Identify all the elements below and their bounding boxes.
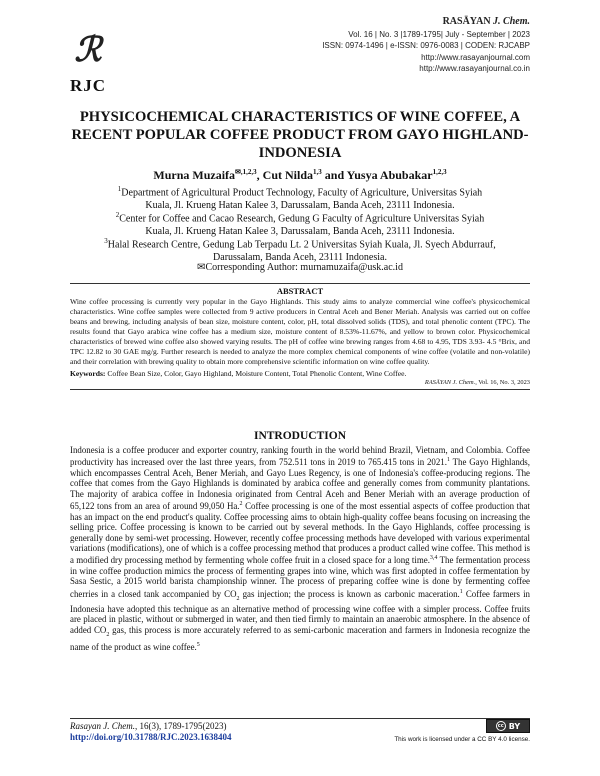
affil-line: Kuala, Jl. Krueng Hatan Kalee 3, Darussalam, Banda Aceh, 23111 Indonesia. [145,199,455,211]
intro-segment: Coffee processing is one of the most essential aspects of coffee production that has an impact on the end product's quality. Coffee processing aims to obtain high-quality coffee beans focusing on increasing the selling price. Coffee processing is known to be carried out by several methods. In the Gayo Highlands, coffee processing is generally done by semi-wet processing. However, recently coffee processing methods have developed with various experimental variations (modifications), one of which is a coffee processing method that produces a product called wine coffee. This method is a modified dry processing method by fermenting whole coffee fruit in a closed space for a long time. [70,501,530,566]
journal-url-1[interactable]: http://www.rasayanjournal.com [421,52,530,62]
author-name: Yusya Abubakar [346,168,433,182]
issn-line: ISSN: 0974-1496 | e-ISSN: 0976-0083 | CODEN: RJCABP [322,41,530,50]
footer-citation-rest: , 16(3), 1789-1795(2023) [135,721,227,731]
volume-line: Vol. 16 | No. 3 |1789-1795| July - September | 2023 [348,29,530,39]
corresponding-email[interactable]: Corresponding Author: murnamuzaifa@usk.ac.id [205,262,403,273]
ref-sup[interactable]: 2 [239,501,243,508]
abstract-heading: ABSTRACT [276,286,324,296]
cc-by-label: BY [508,721,521,731]
author-sep: , [256,168,263,182]
journal-abbr: J. Chem. [493,16,530,27]
doi-link[interactable]: http://doi.org/10.31788/RJC.2023.1638404 [70,732,232,742]
citation-journal: RASĀYAN J. Chem. [424,379,476,386]
keywords [70,369,530,379]
author-sep: and [321,168,347,182]
journal-logo [62,28,114,96]
license-text: This work is licensed under a CC BY 4.0 license. [394,736,530,743]
author-name: Murna Muzaifa [153,168,236,182]
author-name: Cut Nilda [262,168,314,182]
affil-num: 2 [115,211,120,219]
ref-sup[interactable]: 5 [196,642,200,649]
footer-divider [70,718,530,719]
chem-sub: 2 [106,631,110,638]
intro-segment: Coffee farmers in Indonesia have adopted this technique as an alternative method of processing wine coffee with a simpler process. Coffee fruits are placed in plastic, without or submerged in water, and then tied firmly to maintain an anaerobic atmosphere. In the absence of added CO [70,588,530,635]
affil-line: Center for Coffee and Cacao Research, Gedung G Faculty of Agriculture Universitas Syiah [119,213,485,225]
author-affil-sup: ✉,1,2,3 [235,168,257,176]
logo-text: RJC [69,76,107,95]
footer-journal: Rasayan J. Chem. [70,721,135,731]
affil-line: Department of Agricultural Product Technology, Faculty of Agriculture, Universitas Syiah [121,187,483,199]
author-list [70,168,530,183]
affil-line: Kuala, Jl. Krueng Hatan Kalee 3, Darussalam, Banda Aceh, 23111 Indonesia. [145,225,455,237]
creative-commons-icon: cc [496,721,506,731]
author-affil-sup: 1,3 [313,168,322,176]
keywords-list: Coffee Bean Size, Color, Gayo Highland, Moisture Content, Total Phenolic Content, Wine Coffee. [105,369,407,378]
affil-num: 3 [104,237,108,245]
chem-sub: 2 [236,595,240,602]
cc-by-badge[interactable] [486,719,530,733]
footer-citation [70,720,227,732]
intro-segment: Indonesia is a coffee producer and exporter country, ranking fourth in the world behind Brazil, Vietnam, and Colombia. Coffee productivity has increased over the last three years, from 752.511 tons in 2019 to 765.415 tons in 2021. [70,445,530,468]
affiliation-2 [70,209,530,238]
journal-title [270,16,530,28]
abstract-block [70,283,530,390]
introduction-heading: INTRODUCTION [253,430,346,442]
author-affil-sup: 1,2,3 [432,168,447,176]
abstract-text: Wine coffee processing is currently very popular in the Gayo Highlands. This study aims to analyze commercial wine coffee's physicochemical characteristics. Wine coffee samples were collected from 9 active producers in Central Aceh and Bener Meriah. Analysis was carried out on coffee beans and brewing, including analysis of bean size, moisture content, color, pH, total dissolved solids (TDS), and total phenolic content (TPC). The results found that Gayo arabica wine coffee has a medium size, moisture content of 8.53%-11.67%, and yellow to brown color. Physicochemical characteristics of brewed wine coffee also showed varying results. The pH of coffee wine brewing ranges from 4.68 to 4.95, TDS 3.93- 4.5 °Brix, and TPC 12.82 to 30 GAE mg/g. Further research is needed to analyze the more complex chemical components of wine coffee (volatile and non-volatile) and their correlation with brewing quality to obtain more comprehensive scientific information on wine coffee quality. [70,297,530,366]
journal-url-2[interactable]: http://www.rasayanjournal.co.in [419,64,530,73]
affil-line: Halal Research Centre, Gedung Lab Terpadu Lt. 2 Universitas Syiah Kuala, Jl. Syech Abdurrauf, [107,239,496,251]
paper-title: PHYSICOCHEMICAL CHARACTERISTICS OF WINE COFFEE, A RECENT POPULAR COFFEE PRODUCT FROM GAYO HIGHLAND-INDONESIA [71,109,529,161]
ref-sup[interactable]: 1 [459,588,463,595]
intro-segment: The fermentation process in wine coffee production mimics the process of fermenting grapes into wine, which was first adopted in coffee fermentation by Sasa Sestic, a 2015 world barista championship winner. The process of preparing coffee wine is done by fermenting coffee cherries in a closed tank accompanied by CO [70,555,530,599]
introduction-text [70,445,530,653]
journal-name: RASĀYAN [442,16,491,27]
affil-line: Darussalam, Banda Aceh, 23111 Indonesia. [213,251,387,263]
ref-sup[interactable]: 1 [446,457,450,464]
journal-info [270,16,530,75]
ref-sup[interactable]: 3,4 [429,555,438,562]
corresponding-author [70,262,530,275]
affiliation-3 [70,235,530,264]
affiliation-1 [70,183,530,212]
citation-rest: , Vol. 16, No. 3, 2023 [475,379,530,386]
keywords-label: Keywords: [70,369,106,378]
intro-segment: The Gayo Highlands, which encompasses Central Aceh, Bener Meriah, and Gayo Lues Regency, is one of Indonesia's coffee-producing regions. The coffee that comes from the Gayo Highlands is dominated by arabica coffee and generally comes from community plantations. The majority of arabica coffee in Indonesia originated from Central Aceh and Bener Meriah with an average production of 65,122 tons from an area of around 99,050 Ha. [70,457,530,512]
intro-segment: gas injection; the process is known as carbonic maceration. [239,588,460,599]
affil-num: 1 [117,185,122,193]
abstract-citation [70,379,530,390]
envelope-icon: ✉ [197,262,206,273]
logo-mark-icon: ℛ [74,30,102,70]
intro-segment: gas, this process is more accurately referred to as semi-carbonic maceration and farmers in Indonesia recognize the name of the product as wine coffee. [70,624,530,653]
